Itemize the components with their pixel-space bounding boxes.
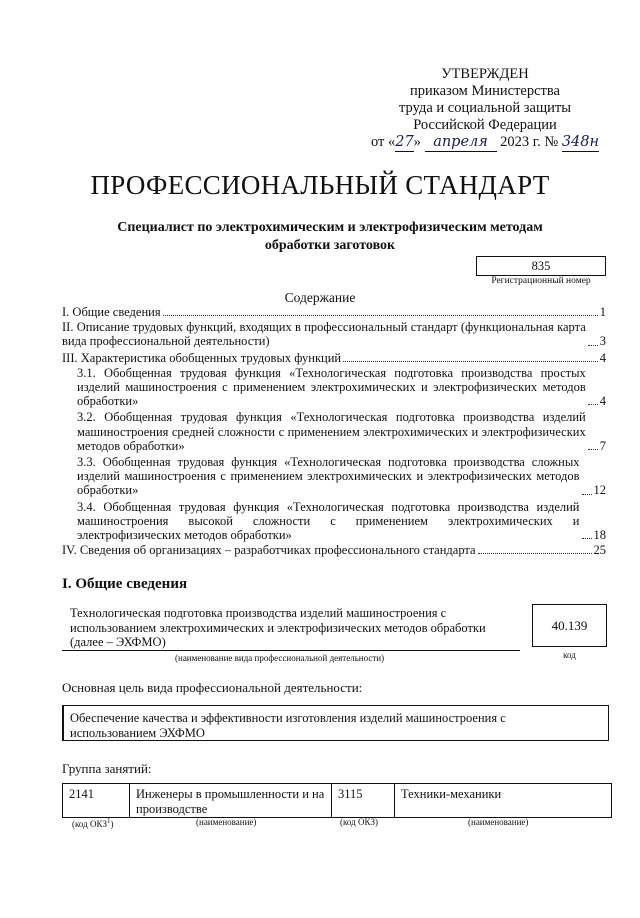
handwritten-order-number: 348н [561, 134, 600, 150]
toc-leader [588, 449, 598, 450]
toc-leader [478, 553, 592, 554]
handwritten-month: апреля [425, 134, 497, 152]
group-heading: Группа занятий: [62, 761, 152, 776]
handwritten-day: 27 [395, 134, 414, 150]
toc-leader [588, 345, 598, 346]
goal-heading: Основная цель вида профессиональной деятельности: [62, 680, 363, 695]
activity-code: 40.139 [532, 604, 607, 647]
code-label: код [563, 650, 576, 660]
approval-line: Российской Федерации [413, 117, 557, 133]
goal-text: Обеспечение качества и эффективности изготовления изделий машиностроения с использованием ЭХФМО [70, 711, 506, 740]
name-caption: (наименование) [196, 817, 257, 827]
table-of-contents [62, 305, 606, 557]
toc-item[interactable]: III. Характеристика обобщенных трудовых функций 4 [62, 350, 606, 365]
toc-item[interactable]: I. Общие сведения 1 [62, 305, 606, 319]
approval-title: УТВЕРЖДЕН [441, 66, 529, 82]
name-caption: (наименование) [468, 817, 529, 827]
contents-heading: Содержание [284, 290, 356, 305]
document-title: ПРОФЕССИОНАЛЬНЫЙ СТАНДАРТ [90, 170, 550, 200]
toc-item[interactable]: II. Описание трудовых функций, входящих в профессиональный стандарт (функциональная карта вида профессиональной деятельности) 3 [62, 320, 606, 349]
toc-leader [582, 538, 592, 539]
toc-leader [582, 494, 592, 495]
okz-code-cell: 3115 [332, 784, 395, 817]
okz-code-cell: 2141 [63, 784, 130, 817]
toc-item[interactable]: 3.1. Обобщенная трудовая функция «Технологическая подготовка производства простых изделий машиностроения с применением электрохимических и электрофизических методов обработки» 4 [77, 365, 606, 409]
activity-caption: (наименование вида профессиональной деятельности) [175, 653, 385, 663]
divider [62, 650, 520, 651]
toc-leader [588, 404, 598, 405]
registration-label: Регистрационный номер [491, 276, 591, 286]
occupation-name-cell: Инженеры в промышленности и на производстве [130, 784, 332, 817]
okz-code-caption: (код ОКЗ) [340, 817, 378, 827]
toc-leader [343, 361, 598, 362]
toc-leader [163, 315, 598, 316]
approval-line: приказом Министерства [410, 83, 560, 99]
registration-number: 835 [476, 256, 606, 276]
section-heading: I. Общие сведения [62, 576, 188, 592]
occupation-group-table [62, 783, 612, 818]
okz-code-caption: (код ОКЗ$^1$) [72, 817, 114, 829]
toc-item[interactable]: IV. Сведения об организациях – разработчиках профессионального стандарта 25 [62, 543, 606, 558]
document-subtitle: Специалист по электрохимическим и электрофизическим методам обработки заготовок [117, 220, 543, 253]
activity-name: Технологическая подготовка производства изделий машиностроения с использованием электрохимических и электрофизических методов обработки (далее – ЭХФМО) [70, 606, 486, 649]
occupation-name-cell: Техники-механики [401, 787, 502, 801]
toc-item[interactable]: 3.4. Обобщенная трудовая функция «Технологическая подготовка производства изделий машиностроения высокой сложности с применением электрохимических и электрофизических методов обработки» 18 [77, 499, 606, 543]
approval-block [350, 66, 620, 152]
approval-date: от «27» апреля 2023 г. № 348н [370, 134, 600, 150]
toc-item[interactable]: 3.2. Обобщенная трудовая функция «Технологическая подготовка производства изделий машиностроения средней сложности с применением электрохимических и электрофизических методов обработки» 7 [77, 410, 606, 453]
toc-item[interactable]: 3.3. Обобщенная трудовая функция «Технологическая подготовка производства сложных изделий машиностроения с применением электрохимических и электрофизических методов обработки» 12 [77, 455, 606, 498]
approval-line: труда и социальной защиты [399, 100, 571, 116]
